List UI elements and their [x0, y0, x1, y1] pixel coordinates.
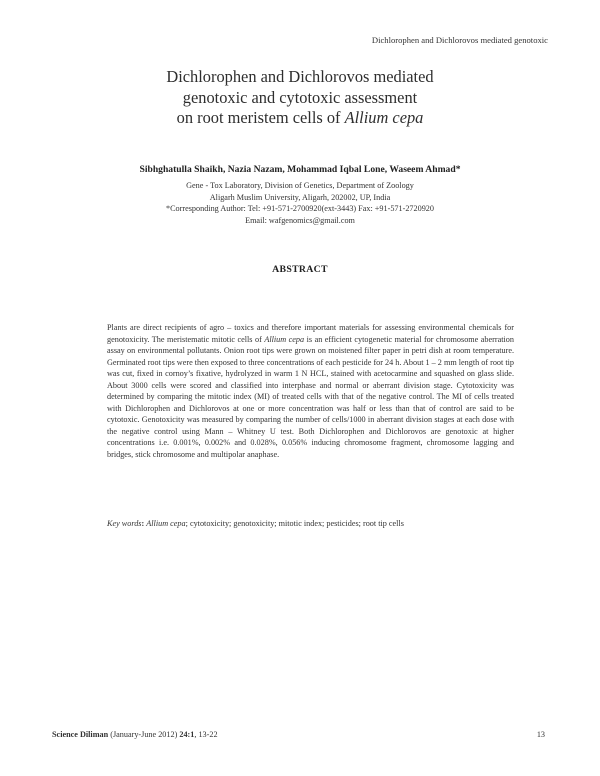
- page-number: 13: [536, 730, 545, 739]
- abstract-text-part-1: Plants are direct recipients of agro – toxics and therefore important materials for assessing environmental chemicals for genotoxicity. The meristematic mitotic cells of: [107, 323, 514, 344]
- abstract-body: [107, 322, 514, 461]
- journal-footer: [52, 730, 218, 739]
- affiliation-block: [0, 180, 600, 226]
- title-species-name: Allium cepa: [344, 108, 424, 127]
- keywords-label: Key words: [107, 519, 142, 528]
- affiliation-university: Aligarh Muslim University, Aligarh, 202002, UP, India: [209, 192, 391, 202]
- keyword-species: Allium cepa: [146, 519, 186, 528]
- keywords-list: ; cytotoxicity; genotoxicity; mitotic index; pesticides; root tip cells: [185, 519, 404, 528]
- title-line-2: genotoxic and cytotoxic assessment: [182, 87, 418, 107]
- keywords-colon: :: [141, 519, 147, 528]
- journal-name: Science Diliman: [52, 730, 109, 739]
- keywords-line: [107, 519, 514, 528]
- affiliation-lab: Gene - Tox Laboratory, Division of Genetics, Department of Zoology: [186, 181, 414, 190]
- title-line-1: Dichlorophen and Dichlorovos mediated: [166, 67, 434, 86]
- title-line-3-text: on root meristem cells of: [176, 108, 345, 127]
- abstract-text-part-2: is an efficient cytogenetic material for chromosome aberration assay on environmental pollutants. Onion root tips were grown on moistened filter paper in petri dish at room temperature. Germinated root tips were then exposed to three concentrations of each pesticide for 24 h. About 1 – 2 mm length of root tip was cut, fixed in cornoy’s fixative, hydrolyzed in warm 1 N HCL, stained with acetocarmine and squashed on glass slide. About 3000 cells were scored and classified into interphase and normal or aberrant division stage. Cytotoxicity was determined by comparing the mitotic index (MI) of treated cells with that of the negative control. The MI of cells treated with Dichlorophen and Dichlorovos at one or more concentration was half or less than that of control are said to be cytotoxic. Genotoxicity was measured by comparing the number of cells/1000 in aberrant division stages at each dose with the negative control using Mann – Whitney U test. Both Dichlorophen and Dichlorovos are genotoxic at higher concentrations i.e. 0.001%, 0.002% and 0.028%, 0.056% inducing chromosome fragment, chromosome lagging and bridges, stick chromosome and multipolar anaphase.: [107, 334, 514, 460]
- abstract-species-name: Allium cepa: [264, 334, 305, 344]
- article-title: [0, 67, 600, 129]
- author-list: Sibhghatulla Shaikh, Nazia Nazam, Mohammad Iqbal Lone, Waseem Ahmad*: [139, 164, 461, 175]
- corresponding-author: *Corresponding Author: Tel: +91-571-2700920(ext-3443) Fax: +91-571-2720920: [166, 204, 434, 214]
- journal-volume: 24:1: [179, 730, 195, 739]
- running-head: Dichlorophen and Dichlorovos mediated genotoxic: [371, 35, 548, 45]
- contact-email: Email: wafgenomics@gmail.com: [245, 215, 355, 225]
- journal-issue: (January-June 2012): [108, 730, 180, 739]
- journal-pages: , 13-22: [194, 730, 218, 739]
- abstract-heading: ABSTRACT: [272, 264, 328, 275]
- title-line-3: [0, 108, 600, 129]
